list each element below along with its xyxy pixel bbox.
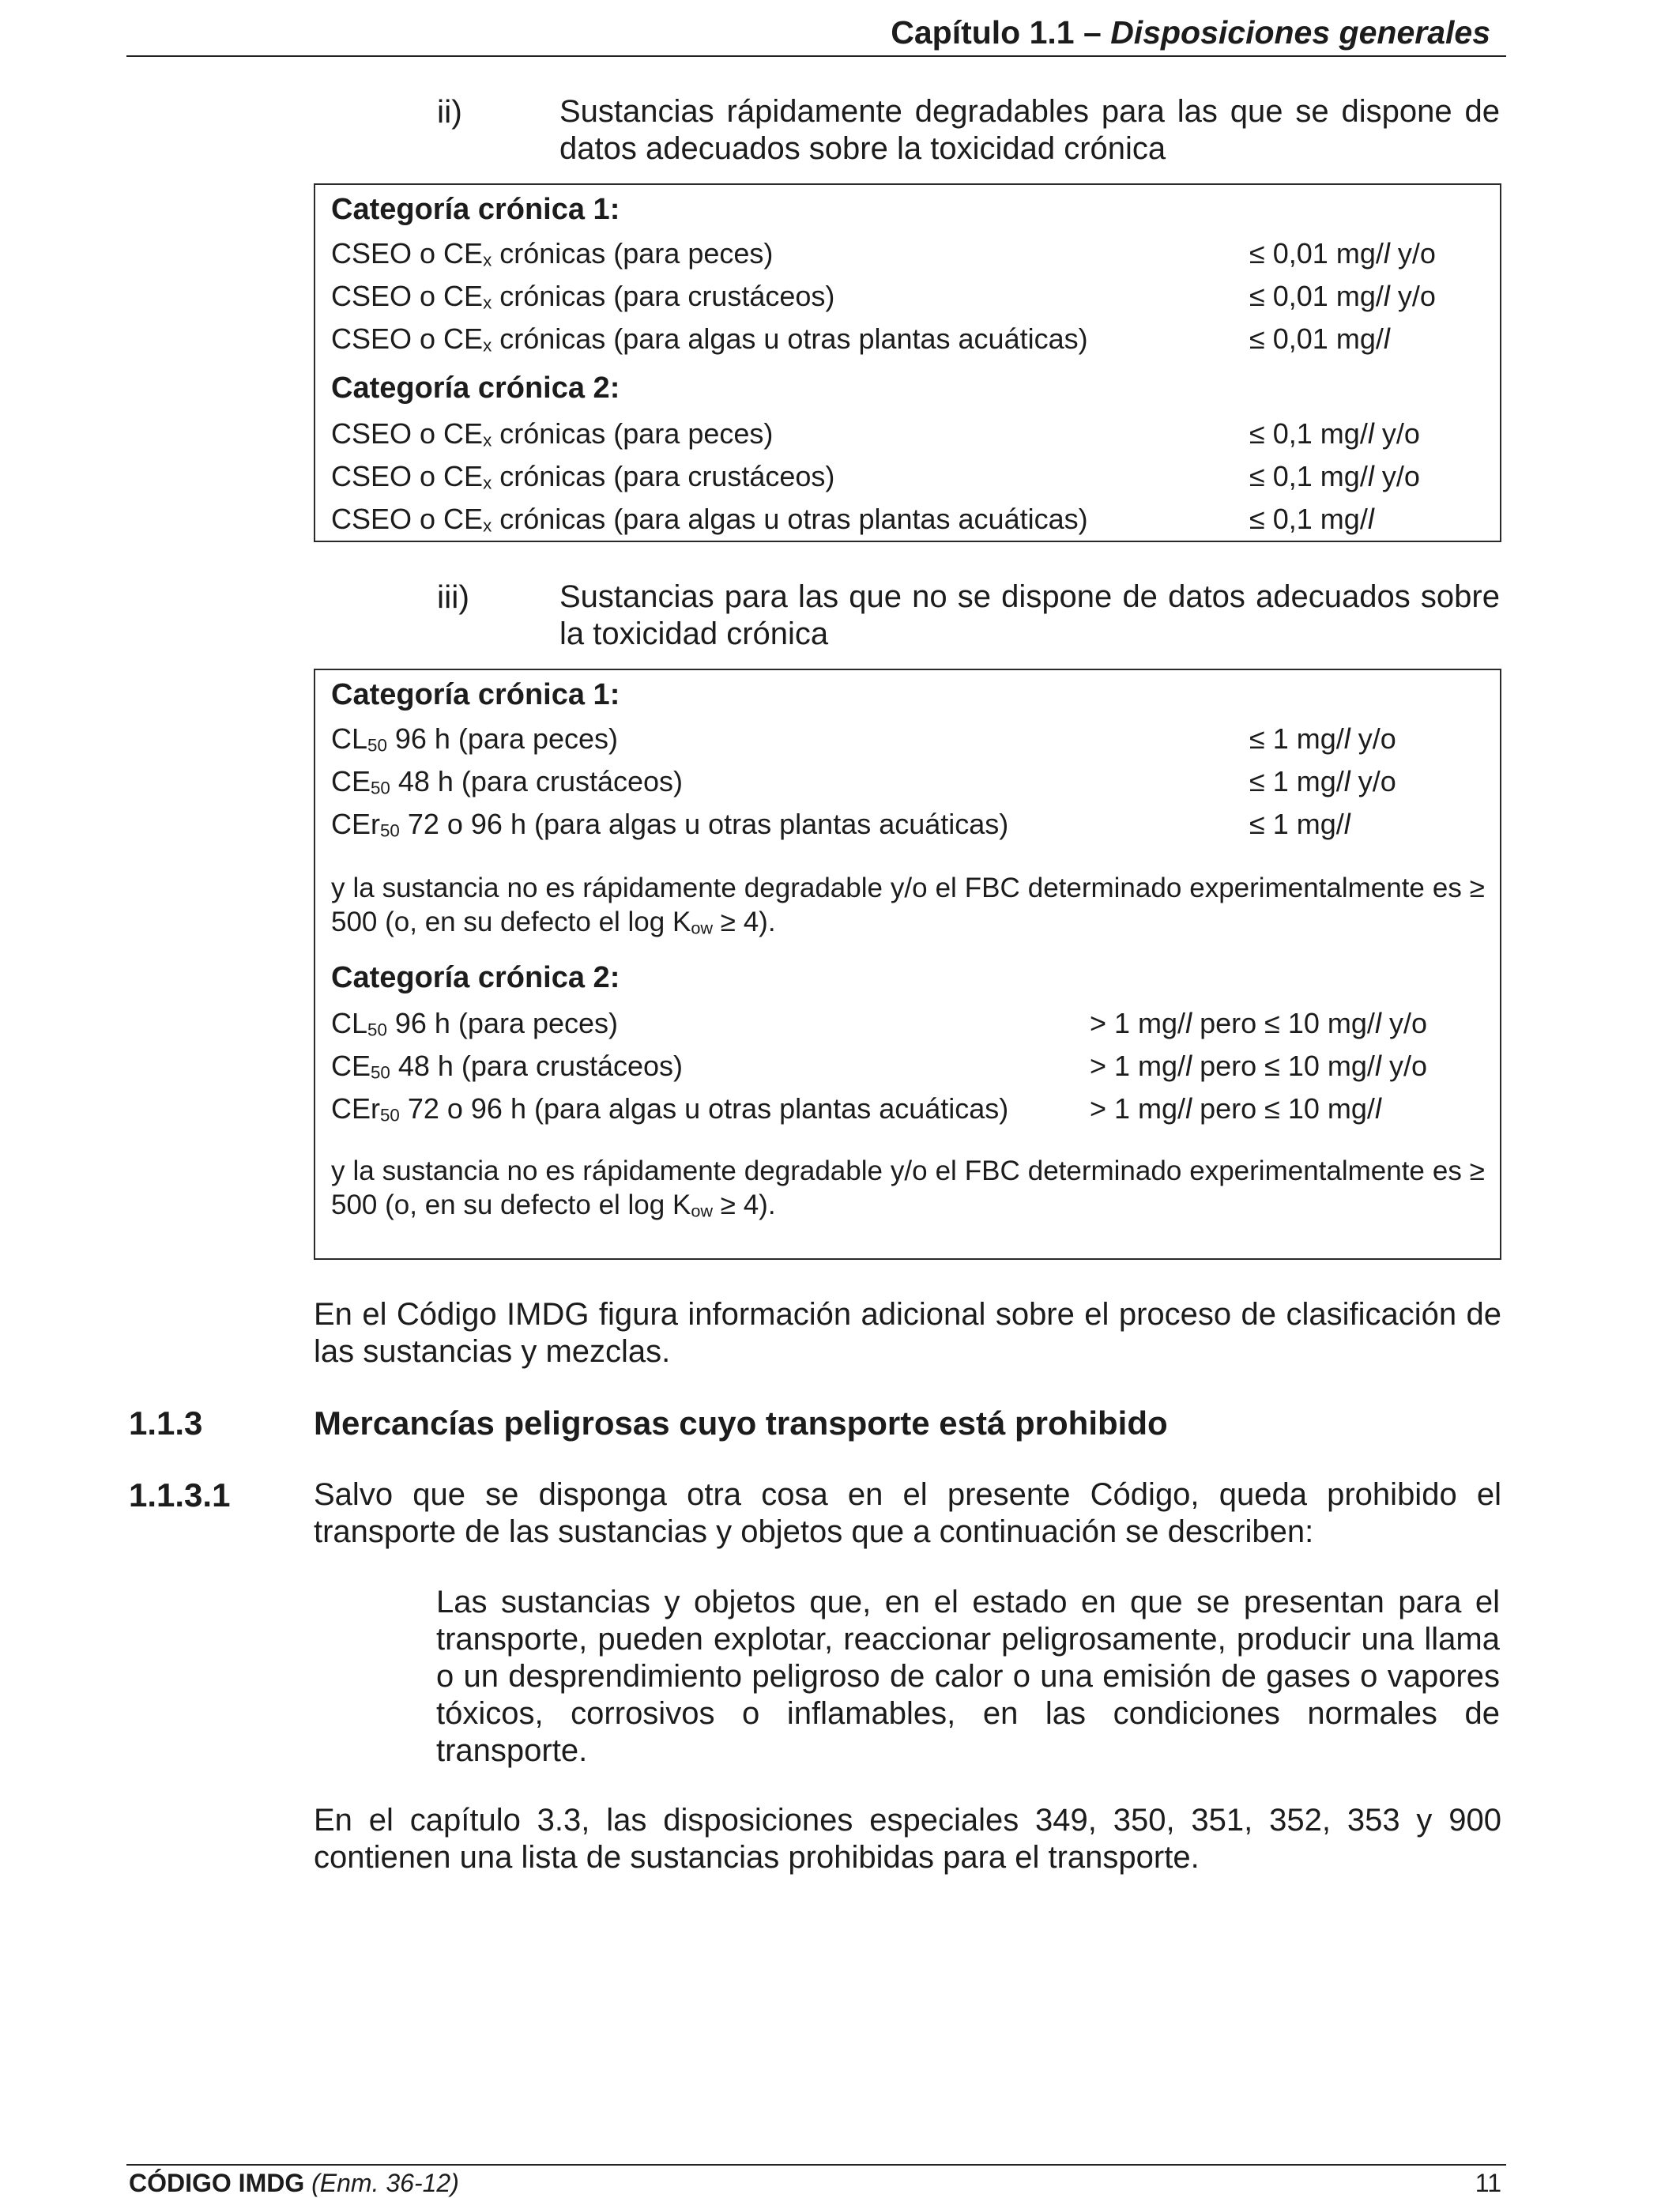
row-label-rest: crónicas (para peces) [492, 237, 774, 270]
row-label: CL [331, 722, 368, 755]
criteria-row [331, 237, 773, 270]
row-sub: x [483, 515, 492, 536]
row-sub: 50 [380, 1105, 400, 1125]
value-unit: l [1185, 1050, 1192, 1082]
criteria-value [1249, 808, 1350, 841]
value-suffix: y/o [1373, 417, 1420, 450]
criteria-value [1249, 280, 1436, 313]
value-suffix: y/o [1381, 1050, 1427, 1082]
value-unit: l [1343, 722, 1350, 755]
criteria-box-no-chronic-data [314, 669, 1501, 1260]
item-text-iii: Sustancias para las que no se dispone de datos adecuados sobre la toxicidad crónica [559, 579, 1500, 651]
value-suffix: y/o [1373, 460, 1420, 492]
criteria-row [331, 417, 773, 451]
criteria-value [1090, 1050, 1427, 1083]
row-sub: x [483, 292, 492, 313]
row-label: CSEO o CE [331, 280, 484, 312]
row-sub: x [483, 250, 492, 270]
chapter-title: Disposiciones generales [1110, 14, 1490, 51]
criteria-row [331, 503, 1088, 536]
value-unit: l [1343, 808, 1350, 840]
value-unit: l [1383, 237, 1390, 270]
value-prefix: ≤ 0,1 mg/ [1249, 460, 1368, 492]
criteria-row [331, 1007, 618, 1040]
header-rule [126, 55, 1506, 57]
criteria-value [1249, 722, 1396, 756]
row-sub: 50 [371, 1062, 390, 1083]
value-prefix: ≤ 1 mg/ [1249, 722, 1344, 755]
footer-code-name: CÓDIGO IMDG [129, 2169, 312, 2197]
value-part: pero ≤ 10 mg/ [1192, 1007, 1375, 1039]
value-unit: l [1383, 280, 1390, 312]
value-unit: l [1185, 1007, 1192, 1039]
criteria-row [331, 1050, 683, 1083]
note-sub: ow [691, 1201, 714, 1221]
footer-amendment: (Enm. 36-12) [311, 2169, 459, 2197]
value-unit: l [1374, 1092, 1381, 1125]
row-sub: x [483, 430, 492, 451]
value-prefix: ≤ 0,1 mg/ [1249, 503, 1368, 535]
item-text-ii: Sustancias rápidamente degradables para las que se dispone de datos adecuados sobre la toxicidad crónica [559, 94, 1500, 166]
note-text: y la sustancia no es rápidamente degradable y/o el FBC determinado experimentalmente es ≥ 500 (o, en su defecto el log K [331, 873, 1485, 937]
row-label: CE [331, 765, 371, 797]
criteria-row [331, 1092, 1008, 1125]
criteria-value [1249, 237, 1436, 270]
row-label-rest: crónicas (para crustáceos) [492, 460, 835, 492]
value-unit: l [1374, 1050, 1381, 1082]
value-part: pero ≤ 10 mg/ [1192, 1050, 1375, 1082]
row-label-rest: 96 h (para peces) [386, 722, 619, 755]
row-label: CE [331, 1050, 371, 1082]
row-label: CL [331, 1007, 368, 1039]
note-text-rest: ≥ 4). [713, 907, 776, 937]
category-heading: Categoría crónica 1: [331, 193, 620, 226]
chapter-number: Capítulo 1.1 – [891, 14, 1111, 51]
row-sub: 50 [367, 1020, 387, 1040]
row-label-rest: 72 o 96 h (para algas u otras plantas acuáticas) [399, 808, 1009, 840]
page-number: 11 [1475, 2169, 1501, 2197]
criteria-box-rapidly-degradable [314, 183, 1501, 542]
row-label: CEr [331, 1092, 380, 1125]
value-prefix: ≤ 1 mg/ [1249, 765, 1344, 797]
closing-paragraph: En el capítulo 3.3, las disposiciones especiales 349, 350, 351, 352, 353 y 900 contienen una lista de sustancias prohibidas para el transporte. [314, 1803, 1501, 1875]
note-sub: ow [691, 918, 714, 938]
row-label: CSEO o CE [331, 417, 484, 450]
criteria-row [331, 808, 1008, 841]
row-label-rest: crónicas (para crustáceos) [492, 280, 835, 312]
criteria-row [331, 460, 834, 493]
degradability-note [331, 1154, 1485, 1222]
category-heading: Categoría crónica 2: [331, 371, 620, 405]
criteria-row [331, 722, 618, 756]
row-sub: x [483, 335, 492, 356]
value-prefix: ≤ 0,01 mg/ [1249, 322, 1384, 355]
row-label-rest: crónicas (para peces) [492, 417, 774, 450]
value-prefix: ≤ 1 mg/ [1249, 808, 1344, 840]
criteria-value [1249, 460, 1420, 493]
degradability-note [331, 871, 1485, 939]
value-suffix: y/o [1350, 722, 1396, 755]
criteria-value [1249, 417, 1420, 451]
value-prefix: ≤ 0,01 mg/ [1249, 237, 1384, 270]
value-suffix: y/o [1389, 237, 1436, 270]
value-part: pero ≤ 10 mg/ [1192, 1092, 1375, 1125]
criteria-row [331, 280, 834, 313]
value-unit: l [1383, 322, 1390, 355]
note-text-rest: ≥ 4). [713, 1189, 776, 1220]
row-sub: 50 [371, 778, 390, 798]
value-unit: l [1374, 1007, 1381, 1039]
footer-rule [126, 2164, 1506, 2166]
criteria-row [331, 765, 683, 798]
value-unit: l [1185, 1092, 1192, 1125]
value-unit: l [1367, 503, 1374, 535]
row-sub: x [483, 473, 492, 493]
value-part: > 1 mg/ [1090, 1050, 1186, 1082]
criteria-value [1090, 1007, 1427, 1040]
criteria-value [1249, 322, 1390, 356]
note-text: y la sustancia no es rápidamente degradable y/o el FBC determinado experimentalmente es ≥ 500 (o, en su defecto el log K [331, 1156, 1485, 1220]
row-label: CEr [331, 808, 380, 840]
value-suffix: y/o [1350, 765, 1396, 797]
value-unit: l [1343, 765, 1350, 797]
row-label-rest: 48 h (para crustáceos) [390, 765, 684, 797]
row-label-rest: 96 h (para peces) [386, 1007, 619, 1039]
value-prefix: ≤ 0,01 mg/ [1249, 280, 1384, 312]
additional-info-paragraph: En el Código IMDG figura información adicional sobre el proceso de clasificación de las sustancias y mezclas. [314, 1297, 1501, 1369]
row-label-rest: crónicas (para algas u otras plantas acuáticas) [492, 503, 1088, 535]
footer-code [129, 2169, 459, 2198]
value-unit: l [1367, 460, 1374, 492]
value-suffix: y/o [1389, 280, 1436, 312]
row-label: CSEO o CE [331, 237, 484, 270]
row-label: CSEO o CE [331, 460, 484, 492]
criteria-value [1090, 1092, 1381, 1125]
running-header [891, 14, 1490, 51]
prohibited-definition-quote: Las sustancias y objetos que, en el estado en que se presentan para el transporte, pueden explotar, reaccionar peligrosamente, producir una llama o un desprendimiento peligroso de calor o una emisión de gases o vapores tóxicos, corrosivos o inflamables, en las condiciones normales de transporte. [436, 1585, 1500, 1768]
value-part: > 1 mg/ [1090, 1007, 1186, 1039]
item-label-iii: iii) [437, 579, 469, 615]
subsection-paragraph: Salvo que se disponga otra cosa en el presente Código, queda prohibido el transporte de las sustancias y objetos que a continuación se describen: [314, 1477, 1501, 1549]
row-label-rest: 48 h (para crustáceos) [390, 1050, 684, 1082]
row-sub: 50 [380, 820, 400, 841]
row-label-rest: 72 o 96 h (para algas u otras plantas acuáticas) [399, 1092, 1009, 1125]
criteria-value [1249, 765, 1396, 798]
value-unit: l [1367, 417, 1374, 450]
row-label: CSEO o CE [331, 322, 484, 355]
row-sub: 50 [367, 735, 387, 756]
criteria-value [1249, 503, 1374, 536]
subsection-number: 1.1.3.1 [129, 1476, 231, 1514]
category-heading: Categoría crónica 1: [331, 678, 620, 711]
item-label-ii: ii) [437, 93, 462, 130]
section-number: 1.1.3 [129, 1404, 203, 1442]
section-heading: Mercancías peligrosas cuyo transporte está prohibido [314, 1404, 1168, 1442]
row-label: CSEO o CE [331, 503, 484, 535]
value-suffix: y/o [1381, 1007, 1427, 1039]
criteria-row [331, 322, 1088, 356]
value-part: > 1 mg/ [1090, 1092, 1186, 1125]
value-prefix: ≤ 0,1 mg/ [1249, 417, 1368, 450]
row-label-rest: crónicas (para algas u otras plantas acuáticas) [492, 322, 1088, 355]
category-heading: Categoría crónica 2: [331, 961, 620, 994]
